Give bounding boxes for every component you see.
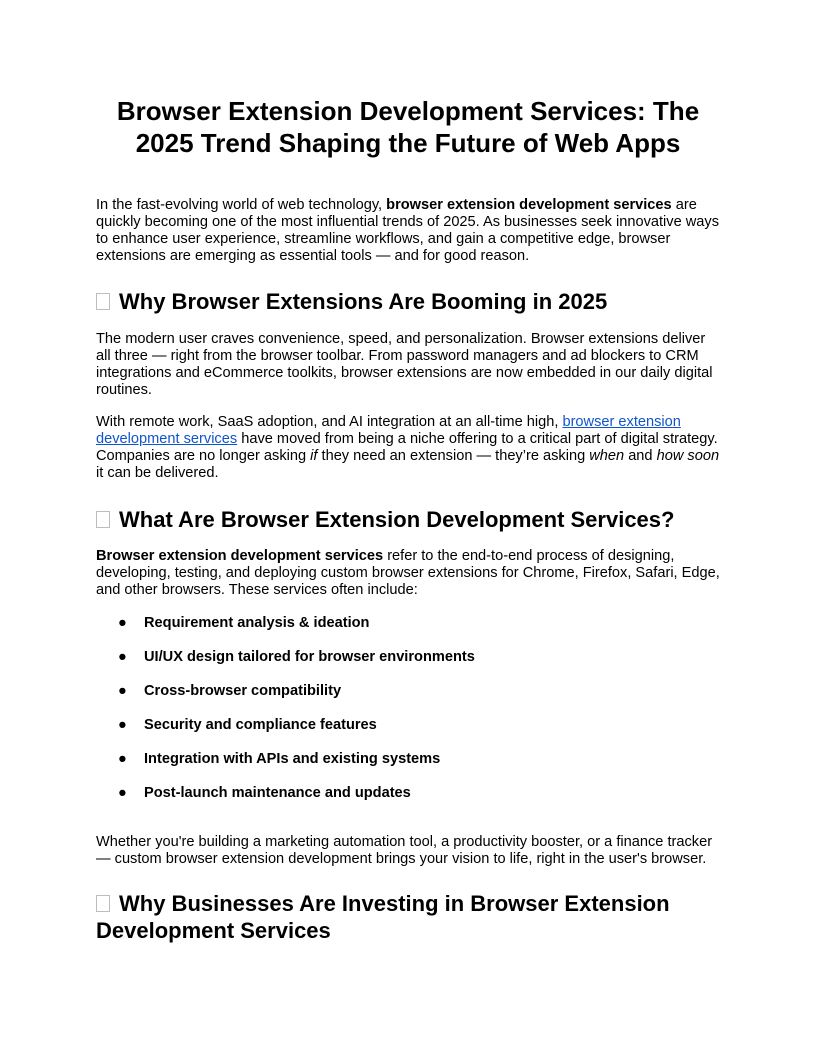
intro-paragraph [96,197,720,265]
intro-text-start: In the fast-evolving world of web technology, [96,197,387,213]
emoji-placeholder-icon [96,293,110,310]
intro-bold-phrase: browser extension development services [386,197,672,213]
list-item-label: Cross-browser compatibility [144,683,342,699]
section1-text-2 [96,414,720,482]
list-item-label: UI/UX design tailored for browser environments [144,649,475,665]
list-item [96,649,720,683]
emphasis-if: if [310,448,318,464]
emoji-placeholder-icon [96,511,110,528]
services-link[interactable]: browser extension development services [96,414,681,447]
section1-paragraph-1 [96,331,720,399]
bullet-icon: ● [118,751,127,767]
section-heading-what-are-text [96,506,720,533]
section-heading-investing-text [96,890,720,944]
section3-heading-label: Why Businesses Are Investing in Browser Extension Development Services [96,891,670,943]
section2-text-2: Whether you're building a marketing automation tool, a productivity booster, or a finance tracker — custom browser extension development brings your vision to life, right in the user's browser. [96,834,713,867]
section-heading-booming-text [96,288,720,315]
list-item [96,717,720,751]
section2-heading-label: What Are Browser Extension Development Services? [119,507,675,532]
section2-p1-end: refer to the end-to-end process of designing, developing, testing, and deploying custom browser extensions for Chrome, Firefox, Safari, Edge, and other browsers. These services often include: [96,548,720,598]
services-bullet-list [96,615,720,819]
intro-text-end: are quickly becoming one of the most influential trends of 2025. As businesses seek innovative ways to enhance user experience, streamline workflows, and gain a competitive edge, browser extensions are emerging as essential tools — and for good reason. [96,197,720,264]
list-item-label: Integration with APIs and existing systems [144,751,441,767]
bullet-icon: ● [118,649,127,665]
list-item-label: Requirement analysis & ideation [144,615,370,631]
emphasis-when: when [589,448,625,464]
document-title: Browser Extension Development Services: The 2025 Trend Shaping the Future of Web Apps [116,96,700,158]
section1-paragraph-2 [96,414,720,482]
list-item-label: Security and compliance features [144,717,377,733]
section1-p2-mid1: have moved from being a niche offering to a critical part of digital strategy. Companies are no longer asking [96,431,718,464]
section1-p2-mid2: they need an extension — they’re asking [317,448,590,464]
emoji-placeholder-icon [96,895,110,912]
section-heading-what-are [96,506,720,533]
list-item-label: Post-launch maintenance and updates [144,785,411,801]
intro-text [96,197,720,265]
section2-paragraph-2 [96,834,720,868]
section-heading-booming [96,288,720,315]
services-list [96,615,720,819]
section1-p2-start: With remote work, SaaS adoption, and AI integration at an all-time high, [96,414,563,430]
section2-bold-phrase: Browser extension development services [96,548,384,564]
bullet-icon: ● [118,717,127,733]
bullet-icon: ● [118,683,127,699]
emphasis-how-soon: how soon [656,448,720,464]
section2-paragraph-1 [96,548,720,599]
list-item [96,785,720,819]
section1-heading-label: Why Browser Extensions Are Booming in 2025 [119,289,608,314]
section1-text-1: The modern user craves convenience, speed, and personalization. Browser extensions deliver all three — right from the browser toolbar. From password managers and ad blockers to CRM integrations and eCommerce toolkits, browser extensions are now embedded in our daily digital routines. [96,331,713,398]
bullet-icon: ● [118,615,127,631]
section1-p2-mid3: and [624,448,657,464]
list-item [96,615,720,649]
list-item [96,683,720,717]
section1-p2-end: it can be delivered. [96,465,219,481]
section2-text-1 [96,548,720,599]
bullet-icon: ● [118,785,127,801]
section-heading-investing [96,890,720,944]
list-item [96,751,720,785]
